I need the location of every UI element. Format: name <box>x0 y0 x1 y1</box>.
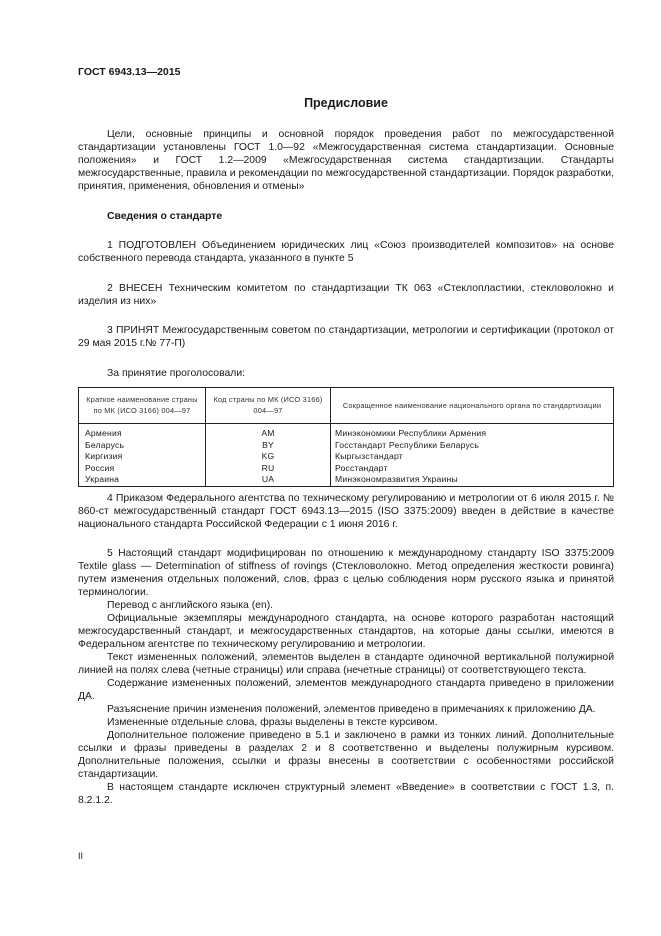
country: Украина <box>79 474 206 486</box>
document-header: ГОСТ 6943.13—2015 <box>78 66 181 78</box>
section-title: Сведения о стандарте <box>107 211 223 222</box>
table-row <box>79 440 614 452</box>
item-5-paragraph: В настоящем стандарте исключен структурный элемент «Введение» в соответствии с ГОСТ 1.3, п. 8.2.1.2. <box>78 782 614 806</box>
table-row <box>79 424 614 440</box>
code: BY <box>206 440 331 452</box>
item-5-paragraph: Официальные экземпляры международного стандарта, на основе которого разработан настоящий межгосударственный стандарт, и межгосударственных стандартов, на которые даны ссылки, имеются в Федеральном агентстве по техническому регулированию и метрологии. <box>78 613 614 650</box>
code: UA <box>206 474 331 486</box>
intro-paragraph: Цели, основные принципы и основной порядок проведения работ по межгосударственной стандартизации установлены ГОСТ 1.0—92 «Межгосударственная система стандартизации. Основные положения» и ГОСТ 1.2—2009 «Межгосударственная система стандартизации. Стандарты межгосударственные, правила и рекомендации по межгосударственной стандартизации. Порядок разработки, принятия, применения, обновления и отмены» <box>78 129 614 192</box>
item-4: 4 Приказом Федерального агентства по техническому регулированию и метрологии от 6 июля 2015 г. № 860-ст межгосударственный стандарт ГОСТ 6943.13—2015 (ISO 3375:2009) введен в действие в качестве национального стандарта Российской Федерации с 1 июня 2016 г. <box>78 493 614 530</box>
item-5-paragraph: 5 Настоящий стандарт модифицирован по отношению к международному стандарту ISO 3375:2009 Textile glass — Determination of stiffness of rovings (Стекловолокно. Метод определения жесткости ровинга) путем изменения отдельных положений, слов, фраз с целью соблюдения норм русского языка и принятой терминологии. <box>78 548 614 598</box>
country: Россия <box>79 463 206 475</box>
vote-label: За принятие проголосовали: <box>107 368 246 379</box>
item-3: 3 ПРИНЯТ Межгосударственным советом по стандартизации, метрологии и сертификации (протокол от 29 мая 2015 г.№ 77-П) <box>78 325 614 349</box>
code: KG <box>206 451 331 463</box>
header-country: Краткое наименование страны по МК (ИСО 3166) 004—97 <box>79 388 206 424</box>
authority: Минэкономразвития Украины <box>331 474 614 486</box>
table-header-row <box>79 388 614 424</box>
item-5-paragraph: Перевод с английского языка (en). <box>107 600 274 611</box>
authority: Госстандарт Республики Беларусь <box>331 440 614 452</box>
authority: Росстандарт <box>331 463 614 475</box>
code: AM <box>206 424 331 440</box>
item-2: 2 ВНЕСЕН Техническим комитетом по стандартизации ТК 063 «Стеклопластики, стекловолокно и изделия из них» <box>78 283 614 307</box>
code: RU <box>206 463 331 475</box>
item-5-paragraph: Измененные отдельные слова, фразы выделены в тексте курсивом. <box>107 717 438 728</box>
item-5-paragraph: Содержание измененных положений, элементов международного стандарта приведено в приложении ДА. <box>78 678 614 702</box>
header-code: Код страны по МК (ИСО 3166) 004—97 <box>206 388 331 424</box>
table-row <box>79 451 614 463</box>
table-row <box>79 463 614 475</box>
voting-table <box>78 387 614 487</box>
item-5-paragraph: Текст измененных положений, элементов выделен в стандарте одиночной вертикальной полужирной линией на полях слева (четные страницы) или справа (нечетные страницы) от соответствующего текста. <box>78 652 614 676</box>
header-authority: Сокращенное наименование национального органа по стандартизации <box>331 388 614 424</box>
item-5-paragraph: Разъяснение причин изменения положений, элементов приведено в примечаниях к приложению ДА. <box>107 704 596 715</box>
country: Киргизия <box>79 451 206 463</box>
item-5 <box>78 547 614 807</box>
authority: Кыргызстандарт <box>331 451 614 463</box>
authority: Минэкономики Республики Армения <box>331 424 614 440</box>
country: Беларусь <box>79 440 206 452</box>
page-title: Предисловие <box>304 96 388 110</box>
country: Армения <box>79 424 206 440</box>
page-number: II <box>78 851 84 861</box>
item-1: 1 ПОДГОТОВЛЕН Объединением юридических лиц «Союз производителей композитов» на основе собственного перевода стандарта, указанного в пункте 5 <box>78 240 614 264</box>
item-5-paragraph: Дополнительное положение приведено в 5.1 и заключено в рамки из тонких линий. Дополнительные ссылки и фразы приведены в разделах 2 и 8 соответственно и выделены полужирным курсивом. Дополнительные положения, ссылки и фразы внесены в соответствии с особенностями российской стандартизации. <box>78 730 614 780</box>
table-row <box>79 474 614 486</box>
